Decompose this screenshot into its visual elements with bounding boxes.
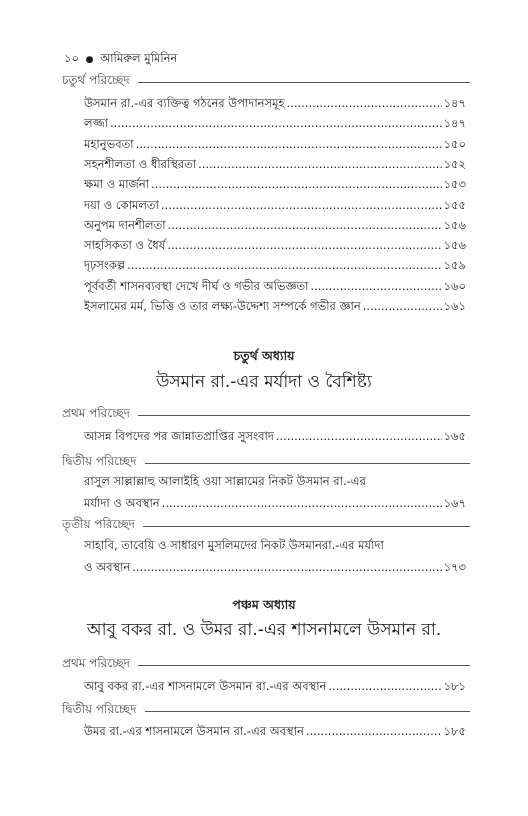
leader-dots	[363, 298, 442, 314]
leader-dots	[136, 136, 442, 152]
leader-dots	[167, 237, 441, 253]
entry-title: পূর্ববর্তী শাসনব্যবস্থা দেখে দীর্ঘ ও গভীর অভিজ্ঞতা	[84, 278, 309, 293]
part-label: চতুর্থ অধ্যায়	[233, 348, 295, 363]
running-header	[64, 50, 177, 69]
entry-title: মহানুভবতা	[84, 136, 134, 151]
part-label: পঞ্চম অধ্যায়	[232, 597, 296, 612]
toc-entry[interactable]	[84, 136, 466, 152]
leader-dots	[162, 495, 442, 511]
toc-entry[interactable]	[84, 95, 466, 111]
entry-title: ইসলামের মর্ম, ভিত্তি ও তার লক্ষ্য-উদ্দেশ্য সম্পর্কে গভীর জ্ঞান	[84, 299, 361, 313]
entry-title: অনুপম দানশীলতা	[84, 217, 166, 232]
entry-page: ১৫৩	[443, 177, 466, 192]
leader-dots	[328, 678, 441, 694]
chapter-heading	[62, 405, 470, 425]
leader-dots	[151, 176, 442, 192]
entry-title: আসন্ন বিপদের পর জান্নাতপ্রাপ্তির সুসংবাদ	[84, 429, 274, 443]
leader-dots	[310, 278, 441, 294]
entry-page: ১৫০	[443, 136, 466, 151]
toc-entry[interactable]	[84, 115, 466, 131]
entry-title: লজ্জা	[84, 116, 108, 131]
leader-dots	[110, 115, 442, 131]
toc-entry[interactable]	[84, 678, 466, 694]
toc-entry[interactable]	[84, 537, 466, 575]
entry-title-line2: ও অবস্থান	[84, 560, 131, 574]
entry-page: ১৪৭	[443, 116, 466, 131]
entry-page: ১৮৫	[443, 724, 466, 738]
toc-entry[interactable]	[84, 298, 466, 314]
entry-page: ১৮১	[443, 679, 466, 693]
part-title: উসমান রা.-এর মর্যাদা ও বৈশিষ্ট্য	[156, 372, 372, 392]
toc-entry[interactable]	[84, 176, 466, 192]
page-number: ১০	[64, 51, 79, 65]
toc-entry[interactable]	[84, 473, 466, 511]
entry-page: ১৫৫	[443, 197, 466, 212]
chapter-heading	[62, 701, 470, 721]
toc-entry[interactable]	[84, 237, 466, 253]
leader-dots	[287, 95, 442, 111]
leader-dots	[168, 217, 442, 233]
toc-entry[interactable]	[84, 197, 466, 213]
toc-entry[interactable]	[84, 156, 466, 172]
entry-page: ১৫২	[443, 156, 466, 171]
chapter-label: প্রথম পরিচ্ছেদ	[62, 656, 130, 670]
toc-entry[interactable]	[84, 723, 466, 739]
leader-dots	[132, 559, 441, 575]
chapter-label: দ্বিতীয় পরিচ্ছেদ	[62, 702, 137, 716]
toc-entry[interactable]	[84, 428, 466, 444]
entry-page: ১৭৩	[443, 560, 466, 574]
entry-page: ১৪৭	[443, 96, 466, 110]
entry-page: ১৫৯	[443, 258, 466, 273]
divider	[138, 82, 470, 83]
entry-title: দয়া ও কোমলতা	[84, 197, 159, 212]
divider	[143, 526, 470, 527]
entry-page: ১৫৬	[443, 238, 466, 253]
chapter-label: প্রথম পরিচ্ছেদ	[62, 406, 130, 420]
entry-title: সহনশীলতা ও ধীরস্থিরতা	[84, 156, 197, 171]
part-title: আবু বকর রা. ও উমর রা.-এর শাসনামলে উসমান রা.	[86, 620, 442, 640]
toc-entry[interactable]	[84, 257, 466, 273]
chapter-label: চতুর্থ পরিচ্ছেদ	[62, 73, 130, 87]
divider	[138, 665, 470, 666]
divider	[145, 711, 470, 712]
leader-dots	[161, 197, 442, 213]
entry-page: ১৬১	[443, 299, 466, 313]
bullet-icon: ●	[85, 55, 94, 65]
book-title: আমিরুল মুমিনিন	[100, 51, 178, 65]
entry-title: আবু বকর রা.-এর শাসনামলে উসমান রা.-এর অবস্থান	[84, 679, 327, 693]
chapter-heading	[62, 655, 470, 675]
chapter-label: দ্বিতীয় পরিচ্ছেদ	[62, 454, 137, 468]
divider	[138, 415, 470, 416]
chapter-heading	[62, 453, 470, 473]
divider	[145, 463, 470, 464]
entry-title-line1: রাসুল সাল্লাল্লাহু আলাইহি ওয়া সাল্লামের নিকট উসমান রা.-এর	[84, 474, 366, 488]
leader-dots	[276, 428, 442, 444]
entry-page: ১৬৭	[443, 496, 466, 510]
chapter-heading	[62, 516, 470, 536]
chapter-label: তৃতীয় পরিচ্ছেদ	[62, 517, 135, 531]
entry-title: ক্ষমা ও মার্জনা	[84, 177, 150, 192]
leader-dots	[306, 723, 442, 739]
entry-title: দৃঢ়সংকল্প	[84, 258, 126, 273]
toc-entry[interactable]	[84, 217, 466, 233]
chapter-heading	[62, 72, 470, 92]
leader-dots	[127, 257, 441, 273]
entry-title: উমর রা.-এর শাসনামলে উসমান রা.-এর অবস্থান	[84, 724, 304, 738]
entry-title-line1: সাহাবি, তাবেয়ি ও সাধারণ মুসলিমদের নিকট উসমানরা.-এর মর্যাদা	[84, 538, 384, 552]
entry-page: ১৬৫	[443, 429, 466, 443]
entry-title-line2: মর্যাদা ও অবস্থান	[84, 496, 160, 510]
leader-dots	[198, 156, 441, 172]
entry-page: ১৫৬	[443, 217, 466, 232]
entry-page: ১৬০	[443, 278, 466, 293]
toc-entry[interactable]	[84, 278, 466, 294]
entry-title: সাহসিকতা ও ধৈর্য	[84, 238, 166, 253]
entry-title: উসমান রা.-এর ব্যক্তিত্ব গঠনের উপাদানসমূহ	[84, 96, 285, 110]
